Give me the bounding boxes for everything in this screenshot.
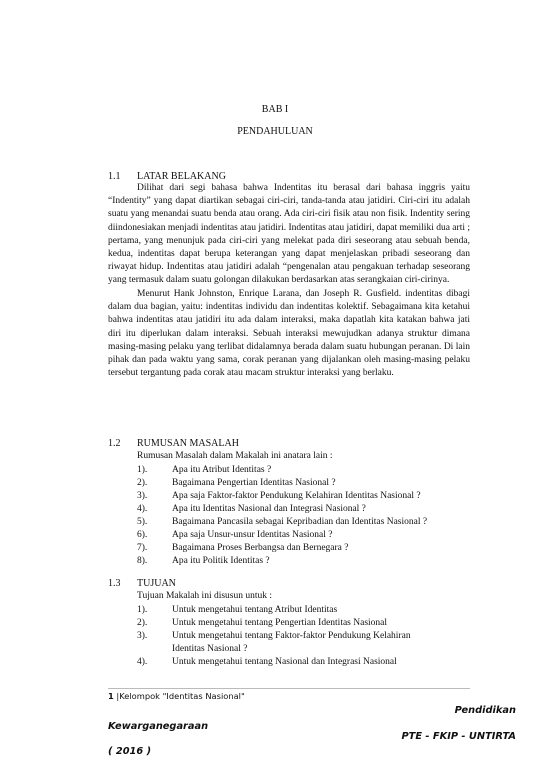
footer-page-label: 1 |Kelompok "Identitas Nasional": [108, 691, 245, 701]
list-intro: Rumusan Masalah dalam Makalah ini anatara lain :: [137, 451, 333, 461]
section-title: LATAR BELAKANG: [137, 171, 226, 182]
footer-course-2: Kewarganegaraan: [108, 721, 209, 732]
chapter-label: BAB I: [261, 104, 289, 115]
footer-course-1: Pendidikan: [454, 705, 516, 716]
section-number: 1.2: [108, 438, 121, 449]
chapter-title: PENDAHULUAN: [237, 126, 313, 137]
footer-institution: PTE - FKIP - UNTIRTA: [401, 731, 516, 742]
section-title: TUJUAN: [137, 578, 176, 589]
paragraph: Menurut Hank Johnston, Enrique Larana, dan Joseph R. Gusfield. indentitas dibagi dalam dua bagian, yaitu: indentitas individu dan indentitas kolektif. Sebagaimana kita ketahui bahwa indentitas atau jatidiri itu ada dalam interaksi, maka dapatlah kita katakan bahwa jati diri itu diperlukan dalam interaksi. Sebuah interaksi mewujudkan adanya struktur dimana masing-masing pelaku yang terlibat didalamnya berada dalam suatu hubungan peranan. Di lain pihak dan pada waktu yang sama, corak peranan yang dijalankan oleh masing-masing pelaku tersebut tergantung pada corak atau macam struktur interaksi yang berlaku.: [108, 289, 470, 379]
section-number: 1.1: [108, 171, 121, 182]
paragraph: Dilihat dari segi bahasa bahwa Indentitas itu berasal dari bahasa inggris yaitu “Indentity” yang dapat diartikan sebagai ciri-ciri, tanda-tanda atau jatidiri. Ciri-ciri itu adalah suatu yang menandai suatu benda atau orang. Ada ciri-ciri fisik atau non fisik. Indentity sering diindonesiakan menjadi indentitas atau jatidiri. Indentitas atau jatidiri, dapat memiliki dua arti ; pertama, yang menunjuk pada ciri-ciri yang melekat pada diri seseorang atau sebuah benda, kedua, indentitas dapat berupa keterangan yang dapat menjelaskan pribadi seseorang dan riwayat hidup. Indentitas atau jatidiri adalah “pengenalan atau pengakuan terhadap seseorang yang termasuk dalam suatu golongan dilakukan berdasarkan atas serangkaian ciri-cirinya.: [108, 183, 470, 286]
footer-group: Kelompok "Identitas Nasional": [119, 691, 245, 701]
section-title: RUMUSAN MASALAH: [137, 438, 239, 449]
footer-year: ( 2016 ): [108, 746, 152, 757]
page-number: 1: [108, 691, 114, 701]
footer-divider: [108, 688, 470, 689]
list-intro: Tujuan Makalah ini disusun untuk :: [137, 591, 273, 601]
section-number: 1.3: [108, 578, 121, 589]
